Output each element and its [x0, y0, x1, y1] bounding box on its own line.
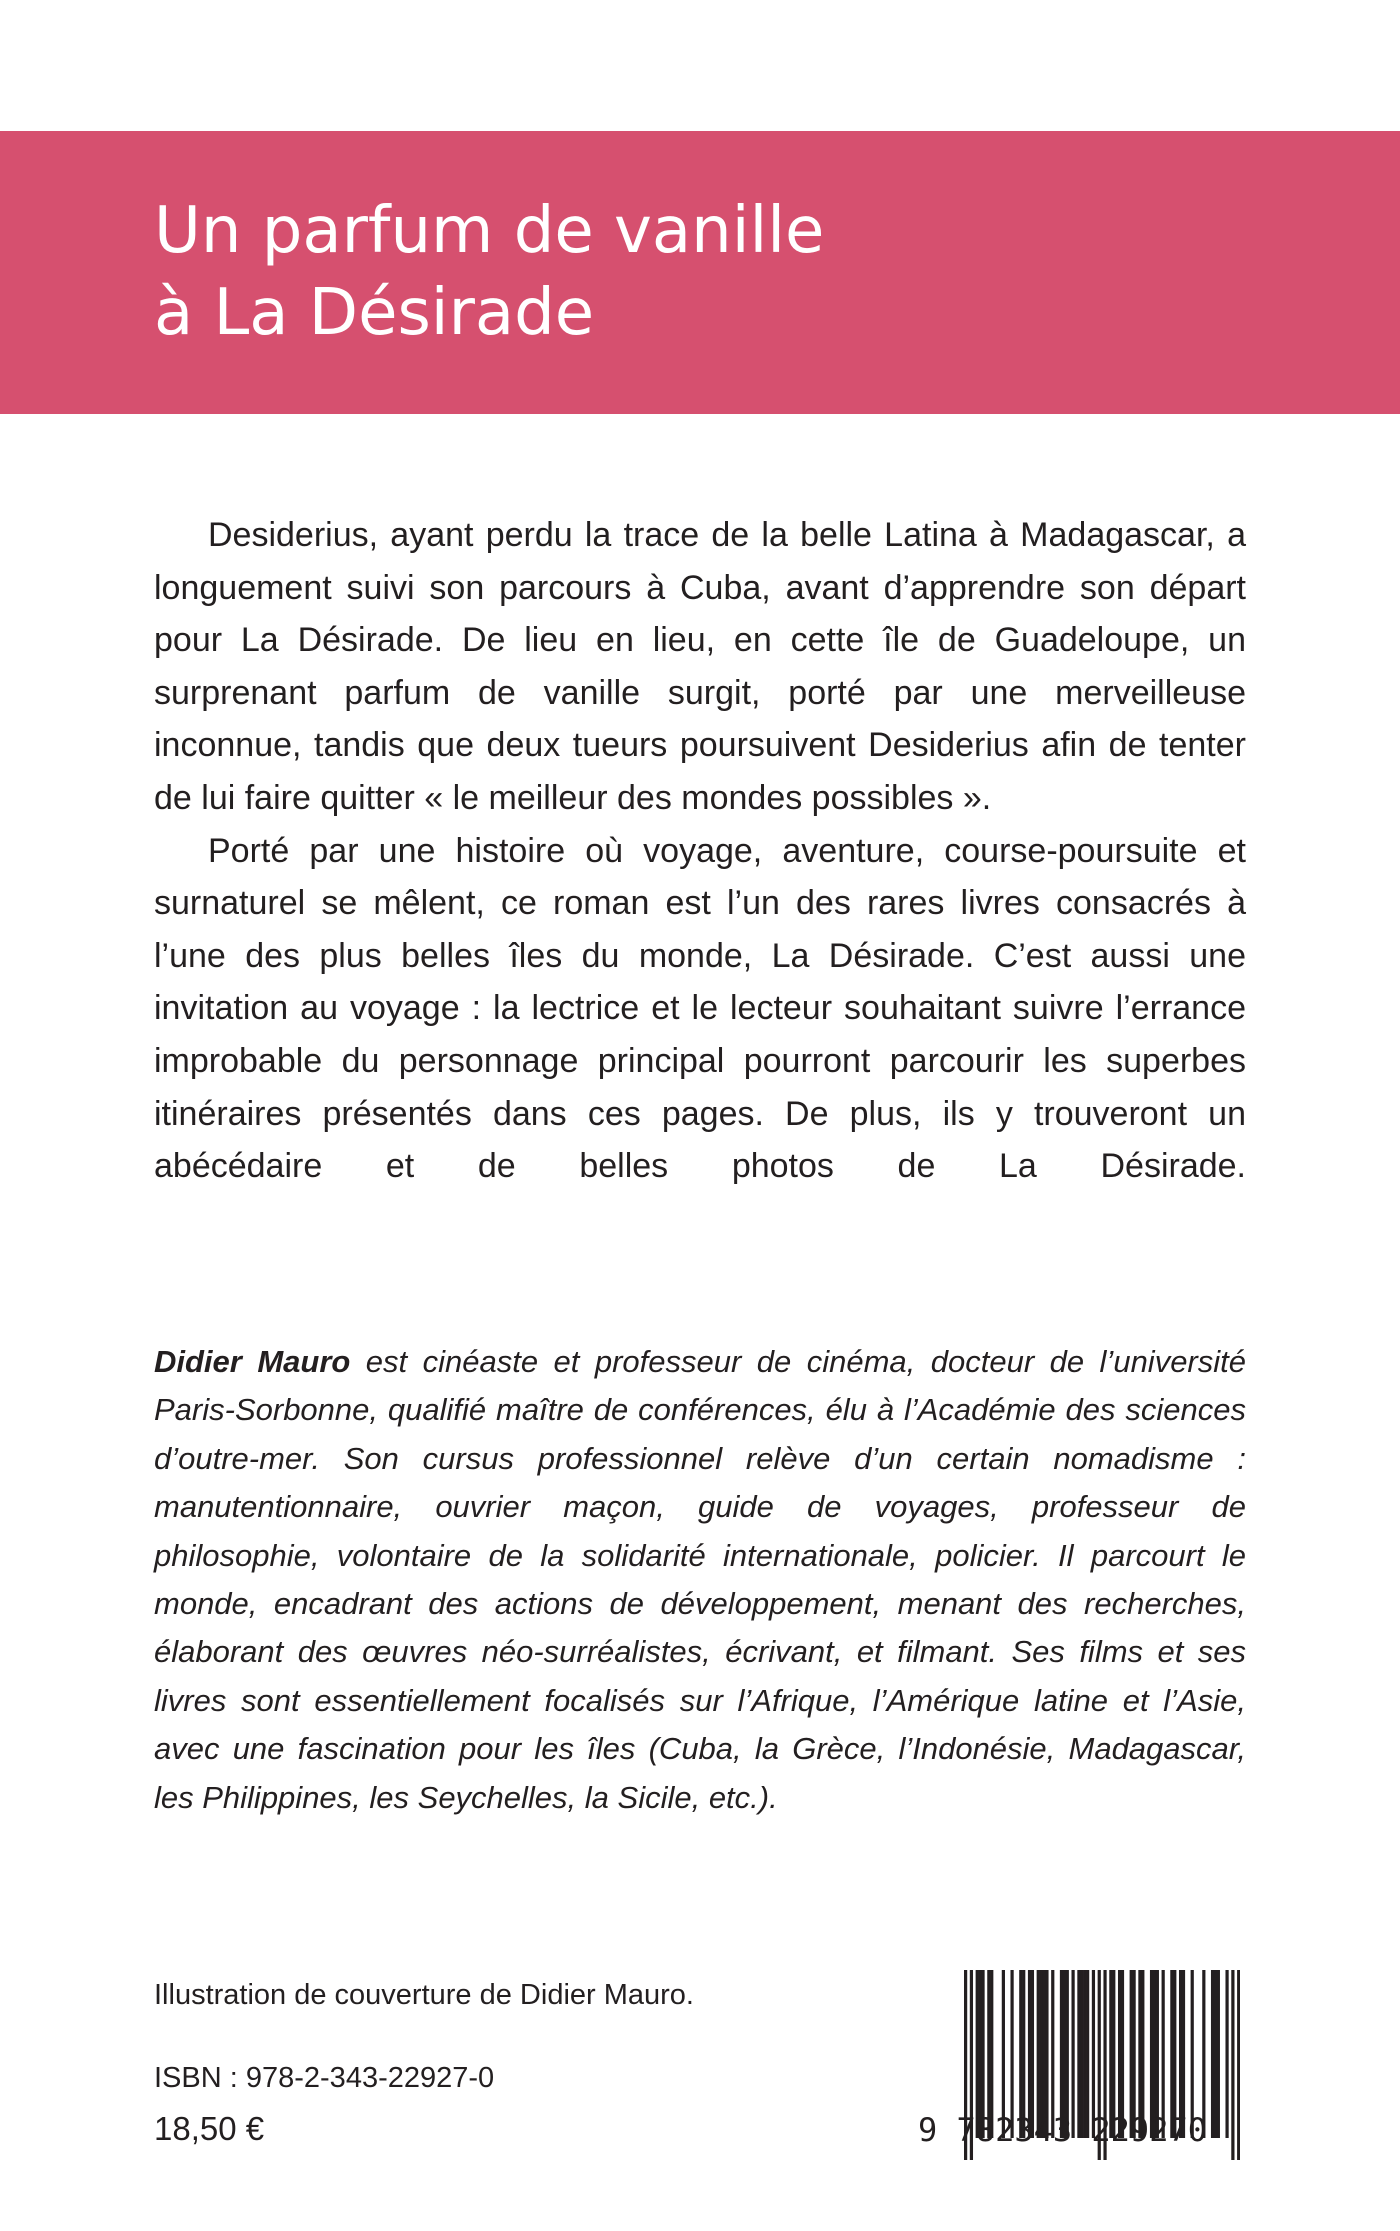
- book-title-line-1: Un parfum de vanille: [154, 194, 825, 268]
- summary-paragraph-2: Porté par une histoire où voyage, aventure, course-poursuite et surnaturel se mêlent, ce roman est l’un des rares livres consacrés à l’une des plus belles îles du monde, La Désirade. C’est aussi une invitation au voyage : la lectrice et le lecteur souhaitant suivre l’errance improbable du personnage principal pourront parcourir les superbes itinéraires présentés dans ces pages. De plus, ils y trouveront un abécédaire et de belles photos de La Désirade.: [154, 831, 1246, 1186]
- illustration-credit: Illustration de couverture de Didier Mauro.: [154, 1979, 694, 2011]
- author-bio: [154, 1338, 1246, 1822]
- summary-paragraph-1: Desiderius, ayant perdu la trace de la belle Latina à Madagascar, a longuement suivi son parcours à Cuba, avant d’apprendre son départ pour La Désirade. De lieu en lieu, en cette île de Guadeloupe, un surprenant parfum de vanille surgit, porté par une merveilleuse inconnue, tandis que deux tueurs poursuivent Desiderius afin de tenter de lui faire quitter « le meilleur des mondes possibles ».: [154, 516, 1246, 817]
- book-summary: [154, 509, 1246, 1193]
- book-title-line-2: à La Désirade: [154, 276, 595, 350]
- isbn: ISBN : 978-2-343-22927-0: [154, 2062, 495, 2094]
- barcode-digits: 9 782343 229270: [918, 2111, 1207, 2149]
- author-bio-text: est cinéaste et professeur de cinéma, docteur de l’université Paris-Sorbonne, qualifié maître de conférences, élu à l’Académie des sciences d’outre-mer. Son cursus professionnel relève d’un certain nomadisme : manutentionnaire, ouvrier maçon, guide de voyages, professeur de philosophie, volontaire de la solidarité internationale, policier. Il parcourt le monde, encadrant des actions de développement, menant des recherches, élaborant des œuvres néo-surréalistes, écrivant, et filmant. Ses films et ses livres sont essentiellement focalisés sur l’Afrique, l’Amérique latine et l’Asie, avec une fascination pour les îles (Cuba, la Grèce, l’Indonésie, Madagascar, les Philippines, les Seychelles, la Sicile, etc.).: [154, 1344, 1246, 1815]
- price: 18,50 €: [154, 2110, 265, 2147]
- author-name: Didier Mauro: [154, 1344, 351, 1379]
- book-title: [154, 190, 824, 354]
